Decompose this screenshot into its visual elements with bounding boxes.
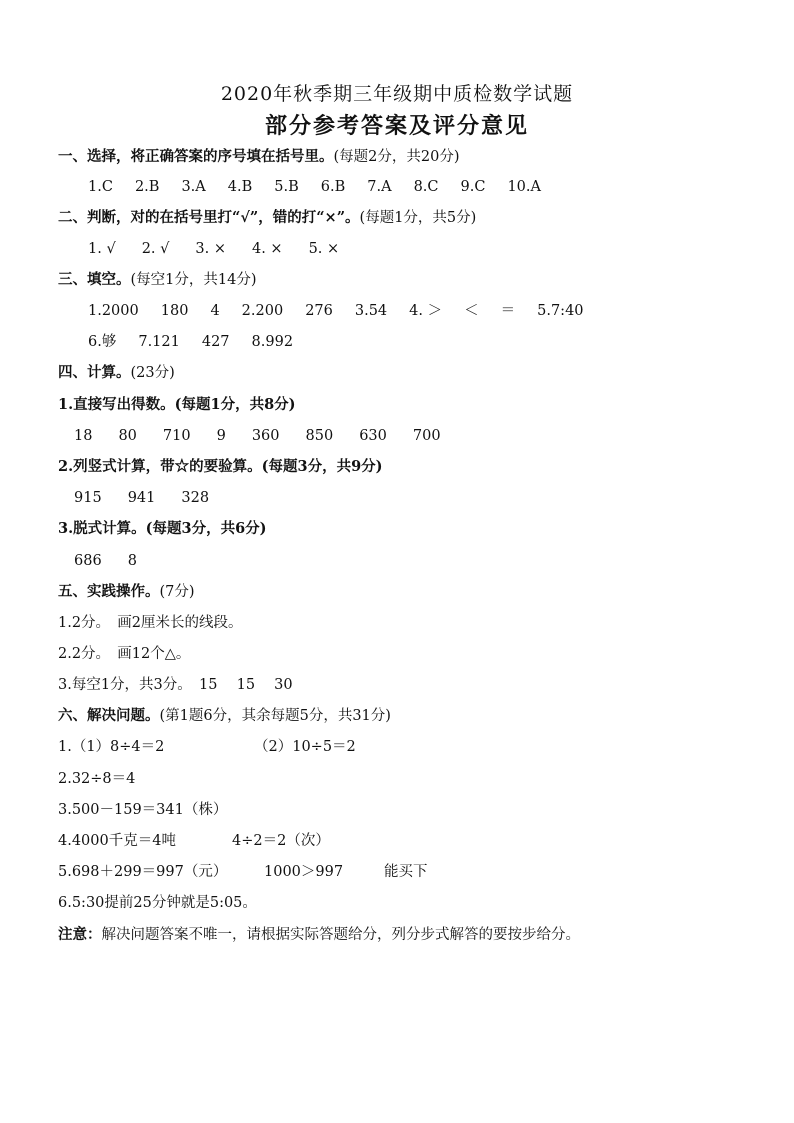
section-4-part-3-answers: [74, 548, 774, 574]
answer-item: 276: [305, 303, 333, 319]
answer-item: 6.B: [320, 179, 346, 195]
section-6-line-4: [58, 828, 774, 854]
section-4-heading: [58, 360, 774, 386]
section-4-note: (23分): [130, 365, 175, 381]
answer-item: 5. ×: [308, 241, 340, 257]
answer-item: 4. ＞: [409, 303, 443, 319]
section-3-answers-row-1: [88, 298, 774, 324]
answer-item: 2. √: [141, 241, 170, 257]
document-subtitle: 部分参考答案及评分意见: [264, 113, 529, 139]
answer-item: 1000＞997: [264, 864, 344, 880]
section-1-note: (每题2分，共20分): [333, 149, 460, 165]
answer-item: 700: [412, 428, 441, 444]
section-5-line-1: 1.2分。 画2厘米长的线段。: [58, 615, 243, 631]
section-4-part-3-heading: 3.脱式计算。(每题3分，共6分): [58, 520, 267, 537]
answer-item: 328: [181, 490, 210, 506]
answer-item: 7.A: [367, 179, 392, 195]
section-6-line-3: 3.500－159＝341（株）: [58, 802, 228, 818]
answer-item: 4: [210, 303, 220, 319]
section-3-note: (每空1分，共14分): [130, 272, 257, 288]
section-2-title: 二、判断，对的在括号里打“√”，错的打“×”。: [58, 209, 360, 226]
answer-item: 360: [251, 428, 280, 444]
answer-item: 5.698＋299＝997（元）: [58, 864, 228, 880]
answer-item: 1.（1）8÷4＝2: [58, 739, 165, 755]
answer-item: （2）10÷5＝2: [254, 739, 356, 755]
answer-item: 4.4000千克＝4吨: [58, 833, 176, 849]
answer-item: 3.54: [354, 303, 388, 319]
section-4-title: 四、计算。: [58, 364, 131, 381]
section-5-line-2: 2.2分。 画12个△。: [58, 646, 191, 662]
answer-item: 能买下: [384, 864, 428, 880]
section-6-line-6: 6.5:30提前25分钟就是5:05。: [58, 895, 257, 911]
section-5-line-3: 3.每空1分，共3分。 15 15 30: [58, 677, 293, 693]
section-6-line-5: [58, 859, 774, 885]
answer-item: 80: [118, 428, 137, 444]
answer-item: 3.A: [181, 179, 206, 195]
answer-item: 5.7:40: [537, 303, 584, 319]
answer-item: 915: [74, 490, 102, 506]
answer-item: 630: [359, 428, 387, 444]
section-3-title: 三、填空。: [58, 271, 131, 288]
answer-item: 427: [201, 334, 230, 350]
section-1-heading: [58, 144, 774, 170]
answer-item: 1. √: [88, 241, 116, 257]
section-3-heading: [58, 267, 774, 293]
answer-item: 4.B: [227, 179, 253, 195]
answer-item: 180: [160, 303, 189, 319]
answer-item: 3. ×: [195, 241, 226, 257]
section-4-part-2-answers: [74, 485, 774, 511]
answer-item: 2.B: [134, 179, 160, 195]
section-5-heading: [58, 579, 774, 605]
answer-item: 5.B: [274, 179, 299, 195]
answer-item: ＝: [500, 303, 516, 319]
answer-item: 686: [74, 553, 102, 569]
section-1-answers: [88, 174, 774, 200]
section-6-title: 六、解决问题。: [58, 707, 160, 724]
footer-note: [58, 922, 774, 948]
answer-item: 18: [74, 428, 93, 444]
answer-item: 6.够: [88, 334, 117, 350]
answer-item: 10.A: [507, 179, 541, 195]
section-5-note: (7分): [159, 584, 195, 600]
answer-item: 1.C: [88, 179, 113, 195]
section-1-title: 一、选择，将正确答案的序号填在括号里。: [58, 148, 334, 165]
answer-item: 2.200: [241, 303, 284, 319]
section-2-heading: [58, 205, 774, 231]
answer-item: 1.2000: [88, 303, 139, 319]
answer-item: 9.C: [460, 179, 486, 195]
answer-item: 7.121: [138, 334, 180, 350]
answer-item: 4÷2＝2（次）: [232, 833, 330, 849]
answer-item: 710: [162, 428, 191, 444]
answer-item: 9: [216, 428, 226, 444]
answer-item: 8.992: [251, 334, 294, 350]
answer-item: 8: [127, 553, 137, 569]
section-6-line-1: [58, 734, 774, 760]
section-2-answers: [88, 236, 774, 262]
answer-item: 850: [305, 428, 334, 444]
answer-item: 4. ×: [251, 241, 283, 257]
document-title: 2020年秋季期三年级期中质检数学试题: [220, 83, 574, 105]
footer-note-label: 注意：: [58, 926, 102, 943]
section-4-part-1-heading: 1.直接写出得数。(每题1分，共8分): [58, 396, 296, 413]
answer-item: 941: [127, 490, 156, 506]
answer-item: ＜: [464, 303, 479, 319]
section-4-part-1-answers: [74, 423, 774, 449]
section-6-note: (第1题6分，其余每题5分，共31分): [159, 708, 391, 724]
section-3-answers-row-2: [88, 329, 774, 355]
section-5-title: 五、实践操作。: [58, 583, 160, 600]
section-4-part-2-heading: 2.列竖式计算，带☆的要验算。(每题3分，共9分): [58, 458, 383, 475]
section-2-note: (每题1分，共5分): [359, 210, 477, 226]
footer-note-text: 解决问题答案不唯一，请根据实际答题给分，列分步式解答的要按步给分。: [101, 927, 580, 943]
section-6-heading: [58, 703, 774, 729]
answer-item: 8.C: [413, 179, 439, 195]
section-6-line-2: 2.32÷8＝4: [58, 771, 136, 787]
